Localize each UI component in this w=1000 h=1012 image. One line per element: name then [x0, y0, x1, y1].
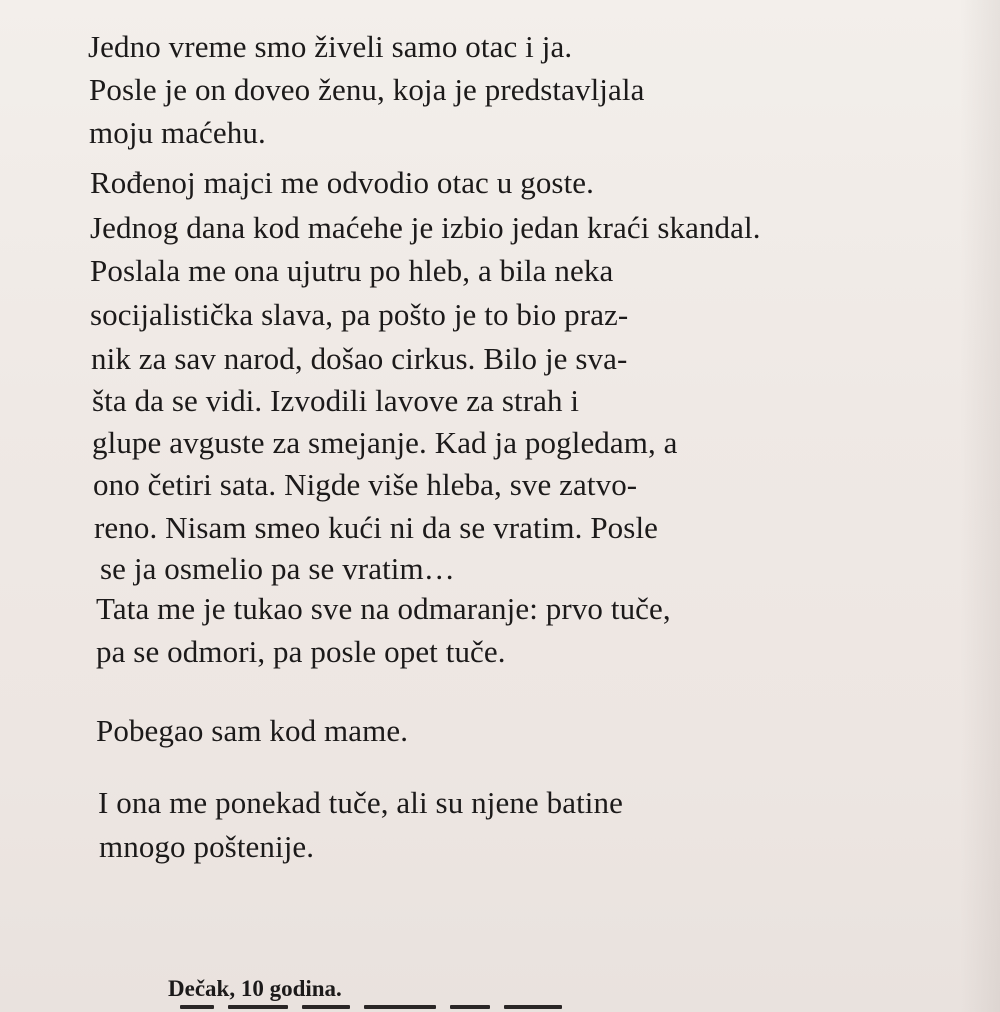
text-line-9: šta da se vidi. Izvodili lavove za strah i: [92, 383, 580, 418]
text-line-6: Poslala me ona ujutru po hleb, a bila neka: [90, 253, 614, 288]
text-line-17: I ona me ponekad tuče, ali su njene batine: [98, 785, 623, 820]
signature-caption: Dečak, 10 godina.: [168, 976, 342, 1001]
text-line-13: se ja osmelio pa se vratim…: [100, 551, 455, 586]
text-line-3: moju maćehu.: [89, 115, 266, 150]
text-line-4: Rođenoj majci me odvodio otac u goste.: [90, 165, 595, 200]
text-line-16: Pobegao sam kod mame.: [96, 713, 409, 748]
text-line-8: nik za sav narod, došao cirkus. Bilo je sva-: [91, 341, 628, 376]
text-line-5: Jednog dana kod maćehe je izbio jedan kraći skandal.: [90, 210, 761, 245]
text-line-7: socijalistička slava, pa pošto je to bio praz-: [90, 297, 629, 332]
cropped-next-line: [180, 1005, 650, 1012]
text-line-12: reno. Nisam smeo kući ni da se vratim. Posle: [94, 510, 659, 545]
text-line-1: Jedno vreme smo živeli samo otac i ja.: [88, 29, 573, 64]
text-line-18: mnogo poštenije.: [99, 829, 315, 864]
text-line-11: ono četiri sata. Nigde više hleba, sve zatvo-: [93, 467, 638, 502]
text-line-14: Tata me je tukao sve na odmaranje: prvo tuče,: [96, 591, 671, 626]
text-line-10: glupe avguste za smejanje. Kad ja pogledam, a: [92, 425, 678, 460]
text-line-2: Posle je on doveo ženu, koja je predstavljala: [89, 72, 645, 107]
text-line-15: pa se odmori, pa posle opet tuče.: [96, 634, 506, 669]
